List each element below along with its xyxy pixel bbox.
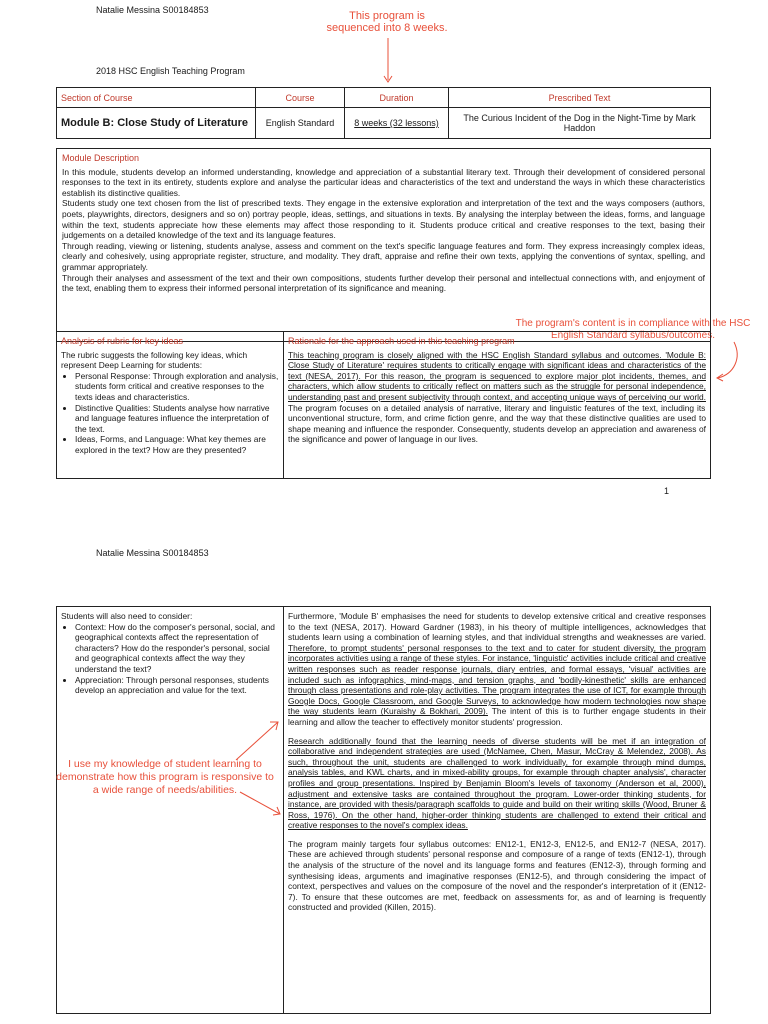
module-description-title: Module Description [62, 153, 140, 163]
header-prescribed-text: Prescribed Text [449, 88, 711, 108]
module-description-paragraph: Through reading, viewing or listening, students analyse, assess and comment on the text's specific language features and form. They express increasingly complex ideas, clearly and cohesively, using appropriate register, structure, and modality. They draft, appraise and refine their own texts, applying the conventions of syntax, spelling, and grammar appropriately. [62, 240, 705, 272]
module-description-paragraph: Through their analyses and assessment of the text and their own compositions, students further develop their personal and intellectual connections with, and enjoyment of the text, enabling them to express their informed personal interpretation of its significance and meaning. [62, 272, 705, 294]
rationale-cell [284, 332, 710, 478]
consider-intro: Students will also need to consider: [61, 611, 193, 621]
module-description-paragraph: Students study one text chosen from the list of prescribed texts. They engage in the extensive exploration and interpretation of the text and the ways composers (authors, poets, playwrights, directors, designers and so on) portray people, ideas, settings, and situations in texts. By analysing the interplay between the ideas, forms, and language within the text, students appreciate how these elements may affect those responding to it. Students produce critical and creative responses to the text, basing their judgements on a detailed knowledge of the text and its language features. [62, 198, 705, 241]
header-duration: Duration [345, 88, 449, 108]
course-table-header-row [57, 88, 711, 108]
rubric-title: Analysis of rubric for key ideas [61, 336, 184, 346]
rationale-text [288, 350, 706, 445]
annotation-compliance: The program's content is in compliance with the HSC English Standard syllabus/outcomes. [515, 318, 751, 341]
rubric-cell [57, 332, 284, 478]
prescribed-text-value: The Curious Incident of the Dog in the Night-Time by Mark Haddon [449, 108, 711, 139]
rationale-rest: The program focuses on a detailed analysis of narrative, literary and linguistic features of the text, including its unconventional structure, form, and crime fiction genre, and the way that these distinctive qualities are used to shape meaning and influence the responder. Consequently, students develop an appreciation and awareness of the significance and power of language in our lives. [288, 402, 706, 445]
curved-arrow-icon [712, 340, 742, 382]
module-description-box [56, 148, 711, 342]
discussion-paragraph-3: The program mainly targets four syllabus outcomes: EN12-1, EN12-3, EN12-5, and EN12-7 (NESA, 2017). These are achieved through students' personal response and composure of a range of texts (EN12-1), through the analysis of the structure of the novel and its language forms and features (EN12-3), through forming and synthesising ideas, arguments and imaginative responses (EN12-5), and through considering the impact of context, perspectives and values on the composure of the novel and the responder's interpretation of it (EN12-7). To ensure that these outcomes are met, feedback on assessments for, as and of learning is frequently constructed and provided (Killen, 2015). [288, 838, 706, 913]
course-table-value-row [57, 108, 711, 139]
author-header: Natalie Messina S00184853 [96, 5, 209, 15]
consider-item: • Appreciation: Through personal responses, students develop an appreciation and value for the text. [75, 675, 279, 696]
arrow-down-icon [380, 36, 396, 86]
header-section: Section of Course [57, 88, 256, 108]
para1-underlined: Therefore, to prompt students' personal responses to the text and to cater for student diversity, the program incorporates activities using a range of these styles. For instance, 'linguistic' activities include critical and creative written responses such as reader response journals, diary entries, and formal essays, 'visual' activities are included such as infographics, mind-maps, and tension graphs, and 'bodily-kinesthetic' skills are enhanced through class presentations and role-play activities. The program integrates the use of ICT, for example through Google Docs, Google Classroom, and Google Surveys, to acknowledge how modern technologies now shape the way students learn (Kuraishy & Bokhari, 2009). [288, 642, 706, 717]
program-title: 2018 HSC English Teaching Program [96, 66, 245, 76]
duration-value: 8 weeks (32 lessons) [345, 108, 449, 139]
para1-start: Furthermore, 'Module B' emphasises the need for students to develop extensive critical and creative responses to the text (NESA, 2017). Howard Gardner (1983), in his theory of multiple intelligences, acknowledges that students learn using a combination of learning styles, and that individual strengths and weaknesses are varied. [288, 611, 706, 643]
rubric-rationale-table [56, 331, 711, 479]
page-number: 1 [664, 486, 670, 496]
discussion-cell [284, 607, 710, 1013]
module-description-paragraph: In this module, students develop an informed understanding, knowledge and appreciation of a substantial literary text. Through their development of considered personal responses to the text in its entirety, students explore and analyse the particular ideas and characteristics of the text and understand the ways in which these characteristics establish its distinctive qualities. [62, 166, 705, 198]
rubric-item: • Distinctive Qualities: Students analyse how narrative and language features influence the interpretation of the text. [75, 403, 279, 435]
annotation-learning: I use my knowledge of student learning to demonstrate how this program is responsive to a wide range of needs/abilities. [56, 758, 274, 796]
discussion-paragraph-2 [288, 736, 706, 831]
rubric-item: • Ideas, Forms, and Language: What key themes are explored in the text? How are they presented? [75, 434, 279, 455]
header-course: Course [256, 88, 345, 108]
annotation-weeks: This program is sequenced into 8 weeks. [326, 10, 448, 34]
section-value: Module B: Close Study of Literature [57, 108, 256, 139]
rubric-intro: The rubric suggests the following key ideas, which represent Deep Learning for students: [61, 349, 248, 371]
rubric-item: • Personal Response: Through exploration and analysis, students form critical and creative responses to the texts ideas and characteristics. [75, 371, 279, 403]
course-value: English Standard [256, 108, 345, 139]
consider-item: • Context: How do the composer's personal, social, and geographical contexts affect the representation of characters? How do the responder's personal, social and geographical contexts affect the way they understand the text? [75, 622, 279, 675]
para1-end: The intent of this is to further engage students in their learning and allow the teacher to effectively monitor students' progression. [288, 706, 706, 727]
rationale-underlined: This teaching program is closely aligned with the HSC English Standard syllabus and outcomes. 'Module B: Close Study of Literature' requires students to critically engage with significant ideas and characteristics of the text (NESA, 2017). For this reason, the program is sequenced to explore major plot incidents, themes, and characters, which allow students to critically reflect on matters such as the struggle for personal independence, understanding past and present subjectivity through context, and accepting unique ways of perceiving our world. [288, 349, 706, 402]
arrow-icons [230, 716, 290, 826]
author-header-page2: Natalie Messina S00184853 [96, 548, 209, 558]
course-table [56, 87, 711, 139]
rationale-title: Rationale for the approach used in this teaching program [288, 336, 515, 346]
page2-table [56, 606, 711, 1014]
para2-underlined: Research additionally found that the learning needs of diverse students will be met if an integration of collaborative and independent strategies are used (McNamee, Chen, Masur, McCray & Melendez, 2008). As such, throughout the unit, students are challenged to work individually, for example through mind dumps, analysis tables, and KWL charts, and in mixed-ability groups, for example through chapter analysis', character profiles and group presentations. Inspired by Benjamin Bloom's levels of taxonomy (Anderson et al, 2000), adjustment and extensive tasks are contained throughout the program. Lower-order thinking students, for instance, are provided with thesis/paragraph scaffolds to guide and build on their writing skills (Wood, Bruner & Ross, 1976). On the other hand, higher-order thinking students are challenged to extend their critical and creative responses to the novel's complex ideas. [288, 735, 706, 831]
consider-list [61, 622, 279, 696]
discussion-paragraph-1 [288, 611, 706, 728]
rubric-list [61, 371, 279, 456]
